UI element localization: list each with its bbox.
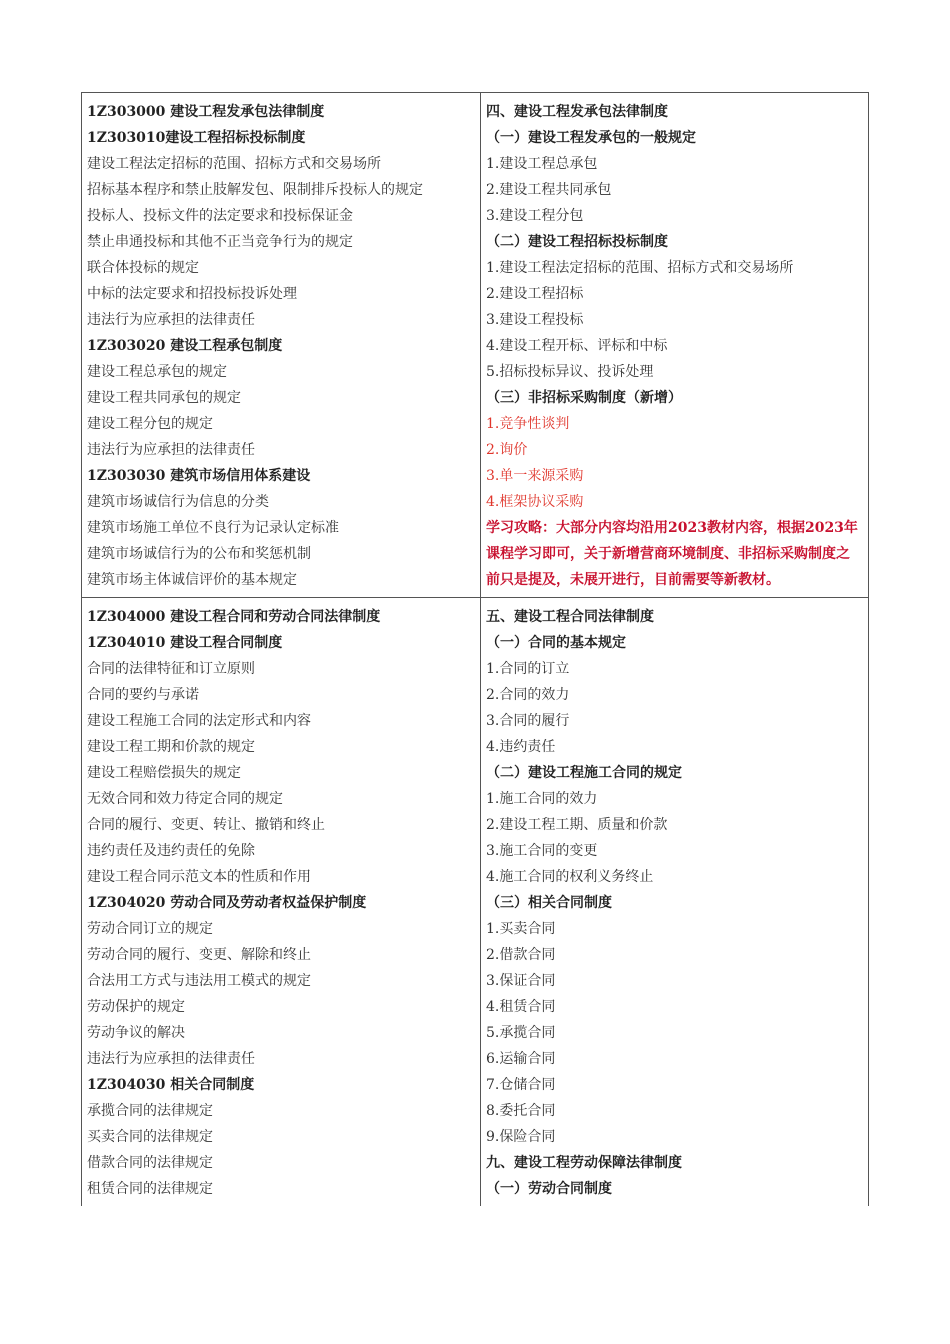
list-item: 建筑市场诚信行为信息的分类: [87, 494, 269, 510]
list-item: 建设工程施工合同的法定形式和内容: [87, 713, 311, 729]
list-item: 劳动争议的解决: [87, 1025, 185, 1041]
right-lines: [486, 604, 863, 1202]
list-item: 1.施工合同的效力: [486, 791, 598, 807]
list-item: 2.建设工程共同承包: [486, 182, 612, 198]
list-item: 联合体投标的规定: [87, 260, 199, 276]
section-heading: 1Z304020 劳动合同及劳动者权益保护制度: [87, 895, 367, 911]
list-item: 承揽合同的法律规定: [87, 1103, 213, 1119]
list-item: 2.合同的效力: [486, 687, 570, 703]
list-item: 合法用工方式与违法用工模式的规定: [87, 973, 311, 989]
section-heading: 九、建设工程劳动保障法律制度: [486, 1155, 682, 1171]
left-column-cell: [82, 598, 481, 1207]
list-item: 招标基本程序和禁止肢解发包、限制排斥投标人的规定: [87, 182, 423, 198]
section-heading: 1Z303030 建筑市场信用体系建设: [87, 468, 311, 484]
list-item: 劳动合同的履行、变更、解除和终止: [87, 947, 311, 963]
list-item: 9.保险合同: [486, 1129, 556, 1145]
list-item: 1.竞争性谈判: [486, 416, 570, 432]
list-item: 2.询价: [486, 442, 528, 458]
list-item: 劳动保护的规定: [87, 999, 185, 1015]
section-heading: 1Z304030 相关合同制度: [87, 1077, 255, 1093]
list-item: 3.单一来源采购: [486, 468, 584, 484]
section-heading: （一）合同的基本规定: [486, 635, 626, 651]
list-item: 5.招标投标异议、投诉处理: [486, 364, 654, 380]
list-item: 4.施工合同的权利义务终止: [486, 869, 654, 885]
section-heading: （三）非招标采购制度（新增）: [486, 390, 682, 406]
list-item: 建设工程共同承包的规定: [87, 390, 241, 406]
left-lines: [87, 604, 475, 1202]
list-item: 违法行为应承担的法律责任: [87, 1051, 255, 1067]
section-heading: 1Z304000 建设工程合同和劳动合同法律制度: [87, 609, 381, 625]
list-item: 建设工程分包的规定: [87, 416, 213, 432]
section-heading: 1Z303020 建设工程承包制度: [87, 338, 283, 354]
list-item: 3.施工合同的变更: [486, 843, 598, 859]
list-item: 租赁合同的法律规定: [87, 1181, 213, 1197]
list-item: 4.框架协议采购: [486, 494, 584, 510]
list-item: 合同的法律特征和订立原则: [87, 661, 255, 677]
section-heading: （一）劳动合同制度: [486, 1181, 612, 1197]
list-item: 4.租赁合同: [486, 999, 556, 1015]
list-item: 1.建设工程总承包: [486, 156, 598, 172]
left-column-cell: [82, 93, 481, 598]
study-note: 学习攻略：大部分内容均沿用2023教材内容，根据2023年课程学习即可，关于新增营商环境制度、非招标采购制度之前只是提及，未展开进行，目前需要等新教材。: [486, 520, 858, 588]
list-item: 建筑市场主体诚信评价的基本规定: [87, 572, 297, 588]
list-item: 违法行为应承担的法律责任: [87, 312, 255, 328]
list-item: 中标的法定要求和招投标投诉处理: [87, 286, 297, 302]
list-item: 借款合同的法律规定: [87, 1155, 213, 1171]
section-heading: （二）建设工程施工合同的规定: [486, 765, 682, 781]
list-item: 劳动合同订立的规定: [87, 921, 213, 937]
list-item: 2.借款合同: [486, 947, 556, 963]
section-heading: 五、建设工程合同法律制度: [486, 609, 654, 625]
list-item: 3.合同的履行: [486, 713, 570, 729]
right-lines: [486, 99, 863, 515]
list-item: 合同的履行、变更、转让、撤销和终止: [87, 817, 325, 833]
list-item: 6.运输合同: [486, 1051, 556, 1067]
list-item: 4.违约责任: [486, 739, 556, 755]
list-item: 建设工程工期和价款的规定: [87, 739, 255, 755]
list-item: 3.建设工程投标: [486, 312, 584, 328]
list-item: 1.建设工程法定招标的范围、招标方式和交易场所: [486, 260, 794, 276]
list-item: 禁止串通投标和其他不正当竞争行为的规定: [87, 234, 353, 250]
section-heading: 1Z303010建设工程招标投标制度: [87, 130, 306, 146]
section-heading: （三）相关合同制度: [486, 895, 612, 911]
syllabus-table: [81, 92, 869, 1206]
list-item: 7.仓储合同: [486, 1077, 556, 1093]
list-item: 投标人、投标文件的法定要求和投标保证金: [87, 208, 353, 224]
list-item: 2.建设工程工期、质量和价款: [486, 817, 668, 833]
list-item: 违法行为应承担的法律责任: [87, 442, 255, 458]
list-item: 3.保证合同: [486, 973, 556, 989]
section-heading: （二）建设工程招标投标制度: [486, 234, 668, 250]
list-item: 违约责任及违约责任的免除: [87, 843, 255, 859]
section-heading: 四、建设工程发承包法律制度: [486, 104, 668, 120]
list-item: 合同的要约与承诺: [87, 687, 199, 703]
list-item: 2.建设工程招标: [486, 286, 584, 302]
list-item: 1.合同的订立: [486, 661, 570, 677]
list-item: 建设工程赔偿损失的规定: [87, 765, 241, 781]
section-heading: （一）建设工程发承包的一般规定: [486, 130, 696, 146]
section-heading: 1Z304010 建设工程合同制度: [87, 635, 283, 651]
list-item: 建筑市场诚信行为的公布和奖惩机制: [87, 546, 311, 562]
list-item: 5.承揽合同: [486, 1025, 556, 1041]
list-item: 8.委托合同: [486, 1103, 556, 1119]
list-item: 建设工程合同示范文本的性质和作用: [87, 869, 311, 885]
table-row: [82, 93, 869, 598]
left-lines: [87, 99, 475, 593]
list-item: 建筑市场施工单位不良行为记录认定标准: [87, 520, 339, 536]
list-item: 3.建设工程分包: [486, 208, 584, 224]
section-heading: 1Z303000 建设工程发承包法律制度: [87, 104, 325, 120]
list-item: 4.建设工程开标、评标和中标: [486, 338, 668, 354]
right-column-cell: [481, 93, 869, 598]
right-column-cell: [481, 598, 869, 1207]
list-item: 建设工程总承包的规定: [87, 364, 227, 380]
list-item: 无效合同和效力待定合同的规定: [87, 791, 283, 807]
table-row: [82, 598, 869, 1207]
list-item: 建设工程法定招标的范围、招标方式和交易场所: [87, 156, 381, 172]
list-item: 1.买卖合同: [486, 921, 556, 937]
list-item: 买卖合同的法律规定: [87, 1129, 213, 1145]
